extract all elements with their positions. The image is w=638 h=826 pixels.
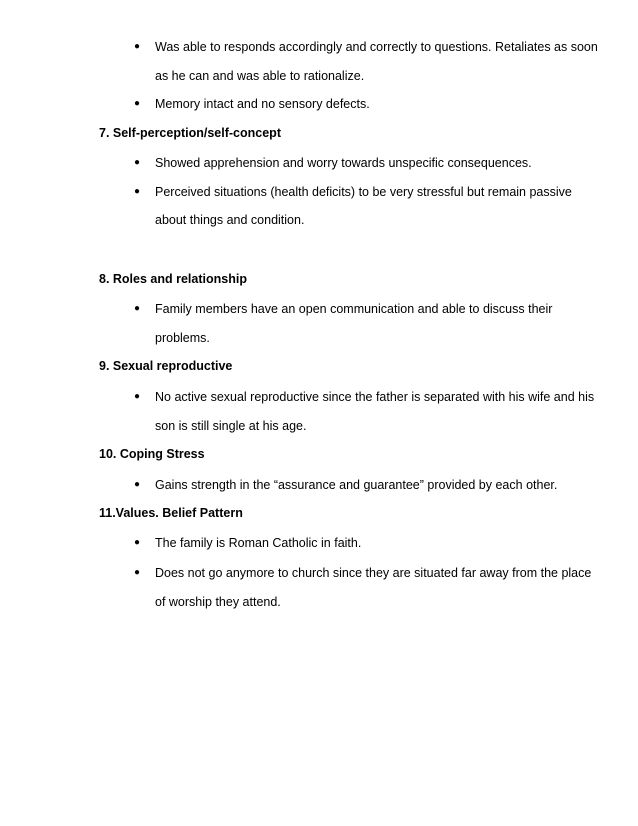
bullet-text-line: Family members have an open communication and able to discuss their: [155, 302, 553, 316]
bullet-icon: ●: [134, 41, 141, 52]
bullet-icon: ●: [134, 391, 141, 402]
bullet-text-line: as he can and was able to rationalize.: [155, 69, 365, 83]
bullet-icon: ●: [134, 537, 141, 548]
bullet-text-line: Showed apprehension and worry towards unspecific consequences.: [155, 156, 532, 170]
bullet-text-line: Memory intact and no sensory defects.: [155, 97, 370, 111]
section-heading: 9. Sexual reproductive: [99, 359, 233, 373]
bullet-text-line: problems.: [155, 331, 210, 345]
bullet-text-line: Was able to responds accordingly and correctly to questions. Retaliates as soon: [155, 40, 598, 54]
bullet-text-line: son is still single at his age.: [155, 419, 307, 433]
bullet-text-line: Gains strength in the “assurance and guarantee” provided by each other.: [155, 478, 558, 492]
bullet-icon: ●: [134, 303, 141, 314]
section-heading: 11.Values. Belief Pattern: [99, 506, 243, 520]
bullet-text-line: No active sexual reproductive since the father is separated with his wife and his: [155, 390, 595, 404]
section-heading: 10. Coping Stress: [99, 447, 205, 461]
bullet-icon: ●: [134, 479, 141, 490]
bullet-text-line: The family is Roman Catholic in faith.: [155, 536, 362, 550]
bullet-icon: ●: [134, 186, 141, 197]
bullet-icon: ●: [134, 157, 141, 168]
section-heading: 8. Roles and relationship: [99, 272, 247, 286]
bullet-icon: ●: [134, 98, 141, 109]
bullet-text-line: Does not go anymore to church since they are situated far away from the place: [155, 566, 592, 580]
bullet-icon: ●: [134, 567, 141, 578]
section-heading: 7. Self-perception/self-concept: [99, 126, 281, 140]
bullet-text-line: of worship they attend.: [155, 595, 281, 609]
bullet-text-line: about things and condition.: [155, 213, 305, 227]
bullet-text-line: Perceived situations (health deficits) to be very stressful but remain passive: [155, 185, 572, 199]
